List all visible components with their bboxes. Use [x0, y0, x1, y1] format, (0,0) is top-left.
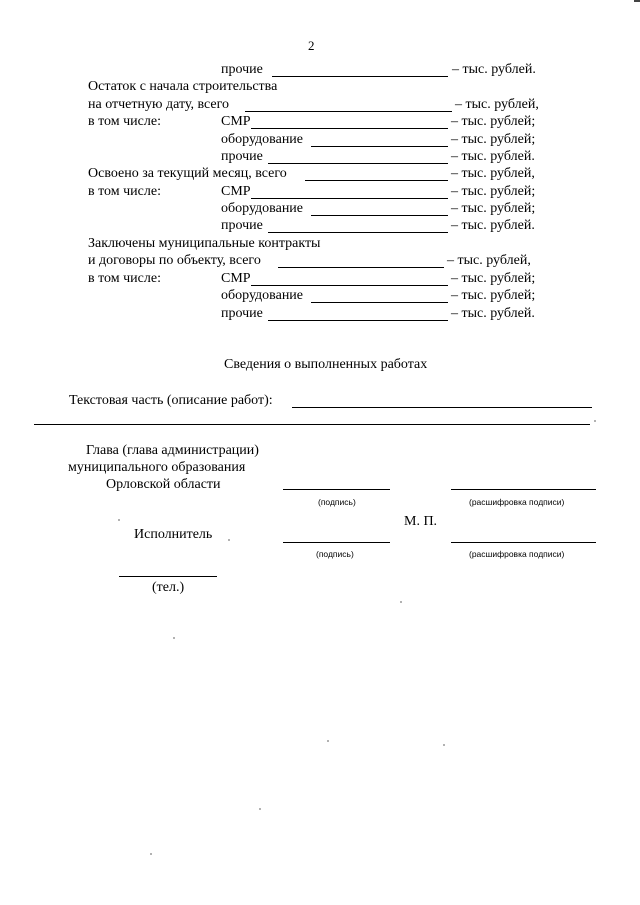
contracts-equipment-unit: – тыс. рублей; — [451, 288, 536, 303]
contracts-incl-label: в том числе: — [88, 271, 161, 286]
contracts-other-field[interactable] — [268, 320, 448, 321]
works-heading: Сведения о выполненных работах — [224, 357, 428, 372]
page-corner-mark — [634, 0, 640, 2]
text-part-label: Текстовая часть (описание работ): — [69, 393, 273, 408]
head-signature-field[interactable] — [283, 489, 390, 490]
remainder-equipment-unit: – тыс. рублей; — [451, 132, 536, 147]
contracts-equipment-label: оборудование — [221, 288, 304, 303]
scan-dot — [150, 853, 152, 855]
month-other-label: прочие — [221, 218, 263, 233]
scan-dot — [594, 420, 596, 422]
remainder-other-field[interactable] — [268, 163, 448, 164]
month-smr-label: СМР — [221, 184, 251, 199]
remainder-smr-unit: – тыс. рублей; — [451, 114, 536, 129]
remainder-total-unit: – тыс. рублей, — [455, 97, 539, 112]
remainder-smr-field[interactable] — [251, 128, 448, 129]
month-incl-label: в том числе: — [88, 184, 161, 199]
scan-dot — [228, 539, 230, 541]
month-total-unit: – тыс. рублей, — [451, 166, 535, 181]
remainder-other-label: прочие — [221, 149, 263, 164]
contracts-total-field[interactable] — [278, 267, 444, 268]
month-smr-field[interactable] — [251, 198, 448, 199]
text-part-field[interactable] — [292, 407, 592, 408]
executor-phone-field[interactable] — [119, 576, 217, 577]
contracts-other-label: прочие — [221, 306, 263, 321]
month-equipment-unit: – тыс. рублей; — [451, 201, 536, 216]
month-other-unit: – тыс. рублей. — [451, 218, 535, 233]
top-other-unit: – тыс. рублей. — [452, 62, 536, 77]
scan-dot — [443, 744, 445, 746]
text-part-field-line2[interactable] — [34, 424, 590, 425]
scan-dot — [327, 740, 329, 742]
executor-label: Исполнитель — [134, 527, 213, 542]
scan-dot — [173, 637, 175, 639]
month-other-field[interactable] — [268, 232, 448, 233]
remainder-title-line1: Остаток с начала строительства — [88, 79, 278, 94]
stamp-place: М. П. — [404, 514, 438, 529]
contracts-title-line1: Заключены муниципальные контракты — [88, 236, 321, 251]
executor-signature-field[interactable] — [283, 542, 390, 543]
contracts-smr-label: СМР — [221, 271, 251, 286]
scan-dot — [259, 808, 261, 810]
remainder-equipment-label: оборудование — [221, 132, 304, 147]
remainder-title-line2: на отчетную дату, всего — [88, 97, 229, 112]
month-smr-unit: – тыс. рублей; — [451, 184, 536, 199]
executor-signature-caption: (подпись) — [316, 549, 354, 559]
executor-phone-caption: (тел.) — [152, 580, 185, 595]
head-title-line2: муниципального образования — [68, 460, 246, 475]
month-title-line1: Освоено за текущий месяц, всего — [88, 166, 287, 181]
page-number: 2 — [308, 38, 315, 53]
remainder-smr-label: СМР — [221, 114, 251, 129]
contracts-equipment-field[interactable] — [311, 302, 448, 303]
month-equipment-label: оборудование — [221, 201, 304, 216]
contracts-total-unit: – тыс. рублей, — [447, 253, 531, 268]
executor-decoding-field[interactable] — [451, 542, 596, 543]
month-total-field[interactable] — [305, 180, 448, 181]
executor-decoding-caption: (расшифровка подписи) — [469, 549, 565, 559]
head-decoding-caption: (расшифровка подписи) — [469, 497, 565, 507]
month-equipment-field[interactable] — [311, 215, 448, 216]
remainder-equipment-field[interactable] — [311, 146, 448, 147]
contracts-title-line2: и договоры по объекту, всего — [88, 253, 261, 268]
head-title-line1: Глава (глава администрации) — [86, 443, 259, 458]
head-title-line3: Орловской области — [106, 477, 221, 492]
head-signature-caption: (подпись) — [318, 497, 356, 507]
remainder-incl-label: в том числе: — [88, 114, 161, 129]
contracts-smr-field[interactable] — [251, 285, 448, 286]
remainder-total-field[interactable] — [245, 111, 452, 112]
top-other-field[interactable] — [272, 76, 448, 77]
scan-dot — [118, 519, 120, 521]
head-decoding-field[interactable] — [451, 489, 596, 490]
top-other-label: прочие — [221, 62, 263, 77]
contracts-smr-unit: – тыс. рублей; — [451, 271, 536, 286]
contracts-other-unit: – тыс. рублей. — [451, 306, 535, 321]
scan-dot — [400, 601, 402, 603]
remainder-other-unit: – тыс. рублей. — [451, 149, 535, 164]
